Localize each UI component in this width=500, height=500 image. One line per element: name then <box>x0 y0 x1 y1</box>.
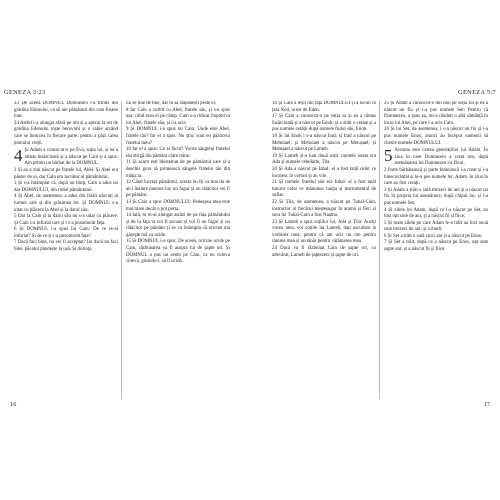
verse: 20 Și Ada a născut pe Iabal: el a fost tatăl celor ce locuiesc în corturi și au vite. <box>272 166 376 179</box>
verse: Și Adam a cunoscut-o pe Eva, soția lui, și ea a rămas însărcinată și a născut pe Cain și a spus: Am primit un bărbat de la DOMNUL. <box>24 148 118 167</box>
left-col1b-verses <box>14 148 118 254</box>
verse: 16 Și Cain a ieșit din fața DOMNULUI și a locuit în țara Nod, la est de Eden. <box>272 101 376 113</box>
left-page-column-1 <box>14 101 118 401</box>
verse: 23 De aceea DOMNUL Dumnezeu l-a trimis din grădina Edenului, ca să are pământul din care fusese luat. <box>14 101 118 120</box>
verse: 3 Și Adam a trăit o sută treizeci de ani și a născut un fiu în propria lui asemănare, după chipul lui, și i-a pus numele Set; <box>384 187 488 206</box>
verse: 15 Și DOMNUL i-a spus: De aceea, oricine ucide pe Cain, răzbunarea va fi asupra lui de șapte ori. Și DOMNUL a pus un semn pe Cain, ca nu cumva cineva, găsindu-l, să îl ucidă. <box>126 239 230 265</box>
verse: 7 Și Set a trăit, după ce a născut pe Enos, opt sute șapte ani; și a născut fii și fiice; <box>384 240 488 253</box>
verse: lui se ține de tine, dar tu să stăpânești peste el. <box>126 101 217 106</box>
right-column-divider <box>379 101 380 399</box>
verse: 12 Când lucrezi pământul, acesta nu îți va mai da de aici înainte puterea lui; un fugar și un rătăcitor vei fi pe pământ. <box>126 180 230 199</box>
left-running-header: GENEZA 3:23 <box>4 89 46 96</box>
verse: 5 Și toate zilele pe care Adam le-a trăit au fost nouă sute treizeci de ani; și a murit. <box>384 220 488 233</box>
verse: 6 Și Set a trăit o sută cinci ani și a născut pe Enos; <box>384 233 483 239</box>
left-col2-verses <box>126 101 230 266</box>
verse: 23 Și Lameh a spus soțiilor lui, Ada și Țila: Auziți vocea mea, voi soțiile lui Lameh, dați ascultare la vorbirea mea: pentru că am ucis un om pentru rănirea mea și un tânăr pentru vătămarea mea. <box>272 219 376 245</box>
verse: 9 Și DOMNUL i-a spus lui Cain: Unde este Abel, fratele tău? Iar el a spus: Nu știu; sunt eu păzitorul fratelui meu? <box>126 127 230 146</box>
verse: 7 Dacă faci bine, nu vei fi acceptat? Iar dacă nu faci bine, păcatul pândește la ușă. Și dorința <box>14 240 118 253</box>
right-page-column-2 <box>384 101 488 401</box>
chapter-4-block <box>14 148 118 254</box>
verse: 17 Și Cain a cunoscut-o pe soția sa și ea a rămas însărcinată și a născut pe Enoh; și a zidit o cetate și a pus numele cetății după numele fiului său, Enoh. <box>272 114 376 133</box>
verse: 13 Și Cain a spus DOMNULUI: Pedeapsa mea este mai mare decât o pot purta. <box>126 199 230 212</box>
right-col2b-verses <box>384 148 488 254</box>
verse: 5 Dar la Cain și la darul său nu s-a uitat cu plăcere. Și Cain s-a înfuriat tare și i s-a posomorât fața. <box>14 214 118 226</box>
right-col1-verses <box>272 101 376 259</box>
verse: 22 Și Țila, de asemenea, a născut pe Tubal-Cain, instructor al fiecărui meșteșugar în aramă și fier; și sora lui Tubal-Cain a fost Naama. <box>272 199 376 219</box>
chapter-number-4: 4 <box>14 146 23 166</box>
verse: 3 Și s-a întâmplat că, după un timp, Cain a adus un dar DOMNULUI, din rodul pământului. <box>14 181 118 193</box>
verse: 24 Dacă va fi răzbunat Cain de șapte ori, cu adevărat, Lameh de șaptezeci și șapte de ori. <box>272 246 376 258</box>
left-col1-verses <box>14 101 118 147</box>
verse: 24 Astfel l-a alungat afară pe om și a așezat la est de grădina Edenului niște heruvimi și o sabie arzând care se întorcea în fiecare parte, pentru a păzi calea pomului vieții. <box>14 120 118 146</box>
verse: 4 Și zilele lui Adam, după ce l-a născut pe Set, au fost opt sute de ani; și a născut fii și fiice; <box>384 207 488 220</box>
verse: 10 Iar el a spus: Ce ai făcut? Vocea sângelui fratelui tău strigă din pământ către mine. <box>126 147 230 159</box>
verse: 8 Iar Cain a vorbit cu Abel, fratele său, și s-a spus asa: când erau ei pe câmp, Cain s-a ridicat împotriva lui Abel, fratele său, și l-a ucis. <box>126 107 230 126</box>
verse: Aceasta este cartea generațiilor lui Adam. În ziua în care Dumnezeu a creat om, după asemănarea lui Dumnezeu l-a făcut. <box>394 148 488 167</box>
verse: 25 Și Adam a cunoscut-o din nou pe soția lui și ea a născut un fiu și i-a pus numele Set: Pentru că Dumnezeu, a spus ea, mi-a rânduit o altă sămânță în locul lui Abel, pe care l-a ucis Cain. <box>384 101 488 126</box>
verse: 21 Și numele fratelui său era Iubal: el a fost tatăl tuturor celor ce mânuiesc harpa și instrumentul de suflat. <box>272 180 376 199</box>
chapter-number-5: 5 <box>384 146 393 166</box>
right-running-header: GENEZA 5:7 <box>458 89 496 96</box>
verse: 4 Și Abel, de asemenea, a adus din întâii născuți ai turmei sale și din grăsimea lor. Și DOMNUL s-a uitat cu plăcere la Abel și la darul său; <box>14 194 118 213</box>
verse: 6 Și DOMNUL i-a spus lui Cain: De ce te-ai înfuriat? Și de ce ți s-a posomorât fața? <box>14 227 118 239</box>
right-page-number: 17 <box>483 401 490 408</box>
verse: 26 Și lui Set, de asemenea, i s-a născut un fiu și i-a pus numele Enos; atunci au început oamenii să cheme numele DOMNULUI. <box>384 127 488 146</box>
verse: 14 Iată, tu m-ai alungat astăzi de pe fața pământului și de la fața ta voi fi ascuns și voi fi un fugar și un rătăcitor pe pământ și se va întâmpla că oricine mă găsește mă va ucide. <box>126 213 230 238</box>
chapter-5-block <box>384 148 488 254</box>
left-page-column-2 <box>126 101 230 401</box>
verse: 2 Parte bărbătească și parte femeiască i-a creat și i-a binecuvântat și le-a pus numele lor, Adam, în ziua în care au fost creați. <box>384 167 488 187</box>
verse: 19 Și Lameh și-a luat două soții: numele uneia era Ada și numele celeilalte, Țila. <box>272 153 376 166</box>
left-column-divider <box>121 101 122 399</box>
right-page-column-1 <box>272 101 376 401</box>
verse: 11 Și acum ești blestemat de pe pământul care și-a deschis gura să primească sângele fratelui tău din mâna ta. <box>126 160 230 179</box>
left-page-number: 16 <box>10 401 17 408</box>
right-col2-verses <box>384 101 488 147</box>
verse: 18 Și lui Enoh i s-a născut Irad; și Irad a născut pe Mehuiael; și Mehuiael a născut pe Metușael; și Metușael a născut pe Lameh. <box>272 133 376 153</box>
verse: 2 Și ea a mai născut pe fratele lui, Abel. Și Abel era păstor de oi, dar Cain era lucrător al pământului. <box>14 167 118 180</box>
